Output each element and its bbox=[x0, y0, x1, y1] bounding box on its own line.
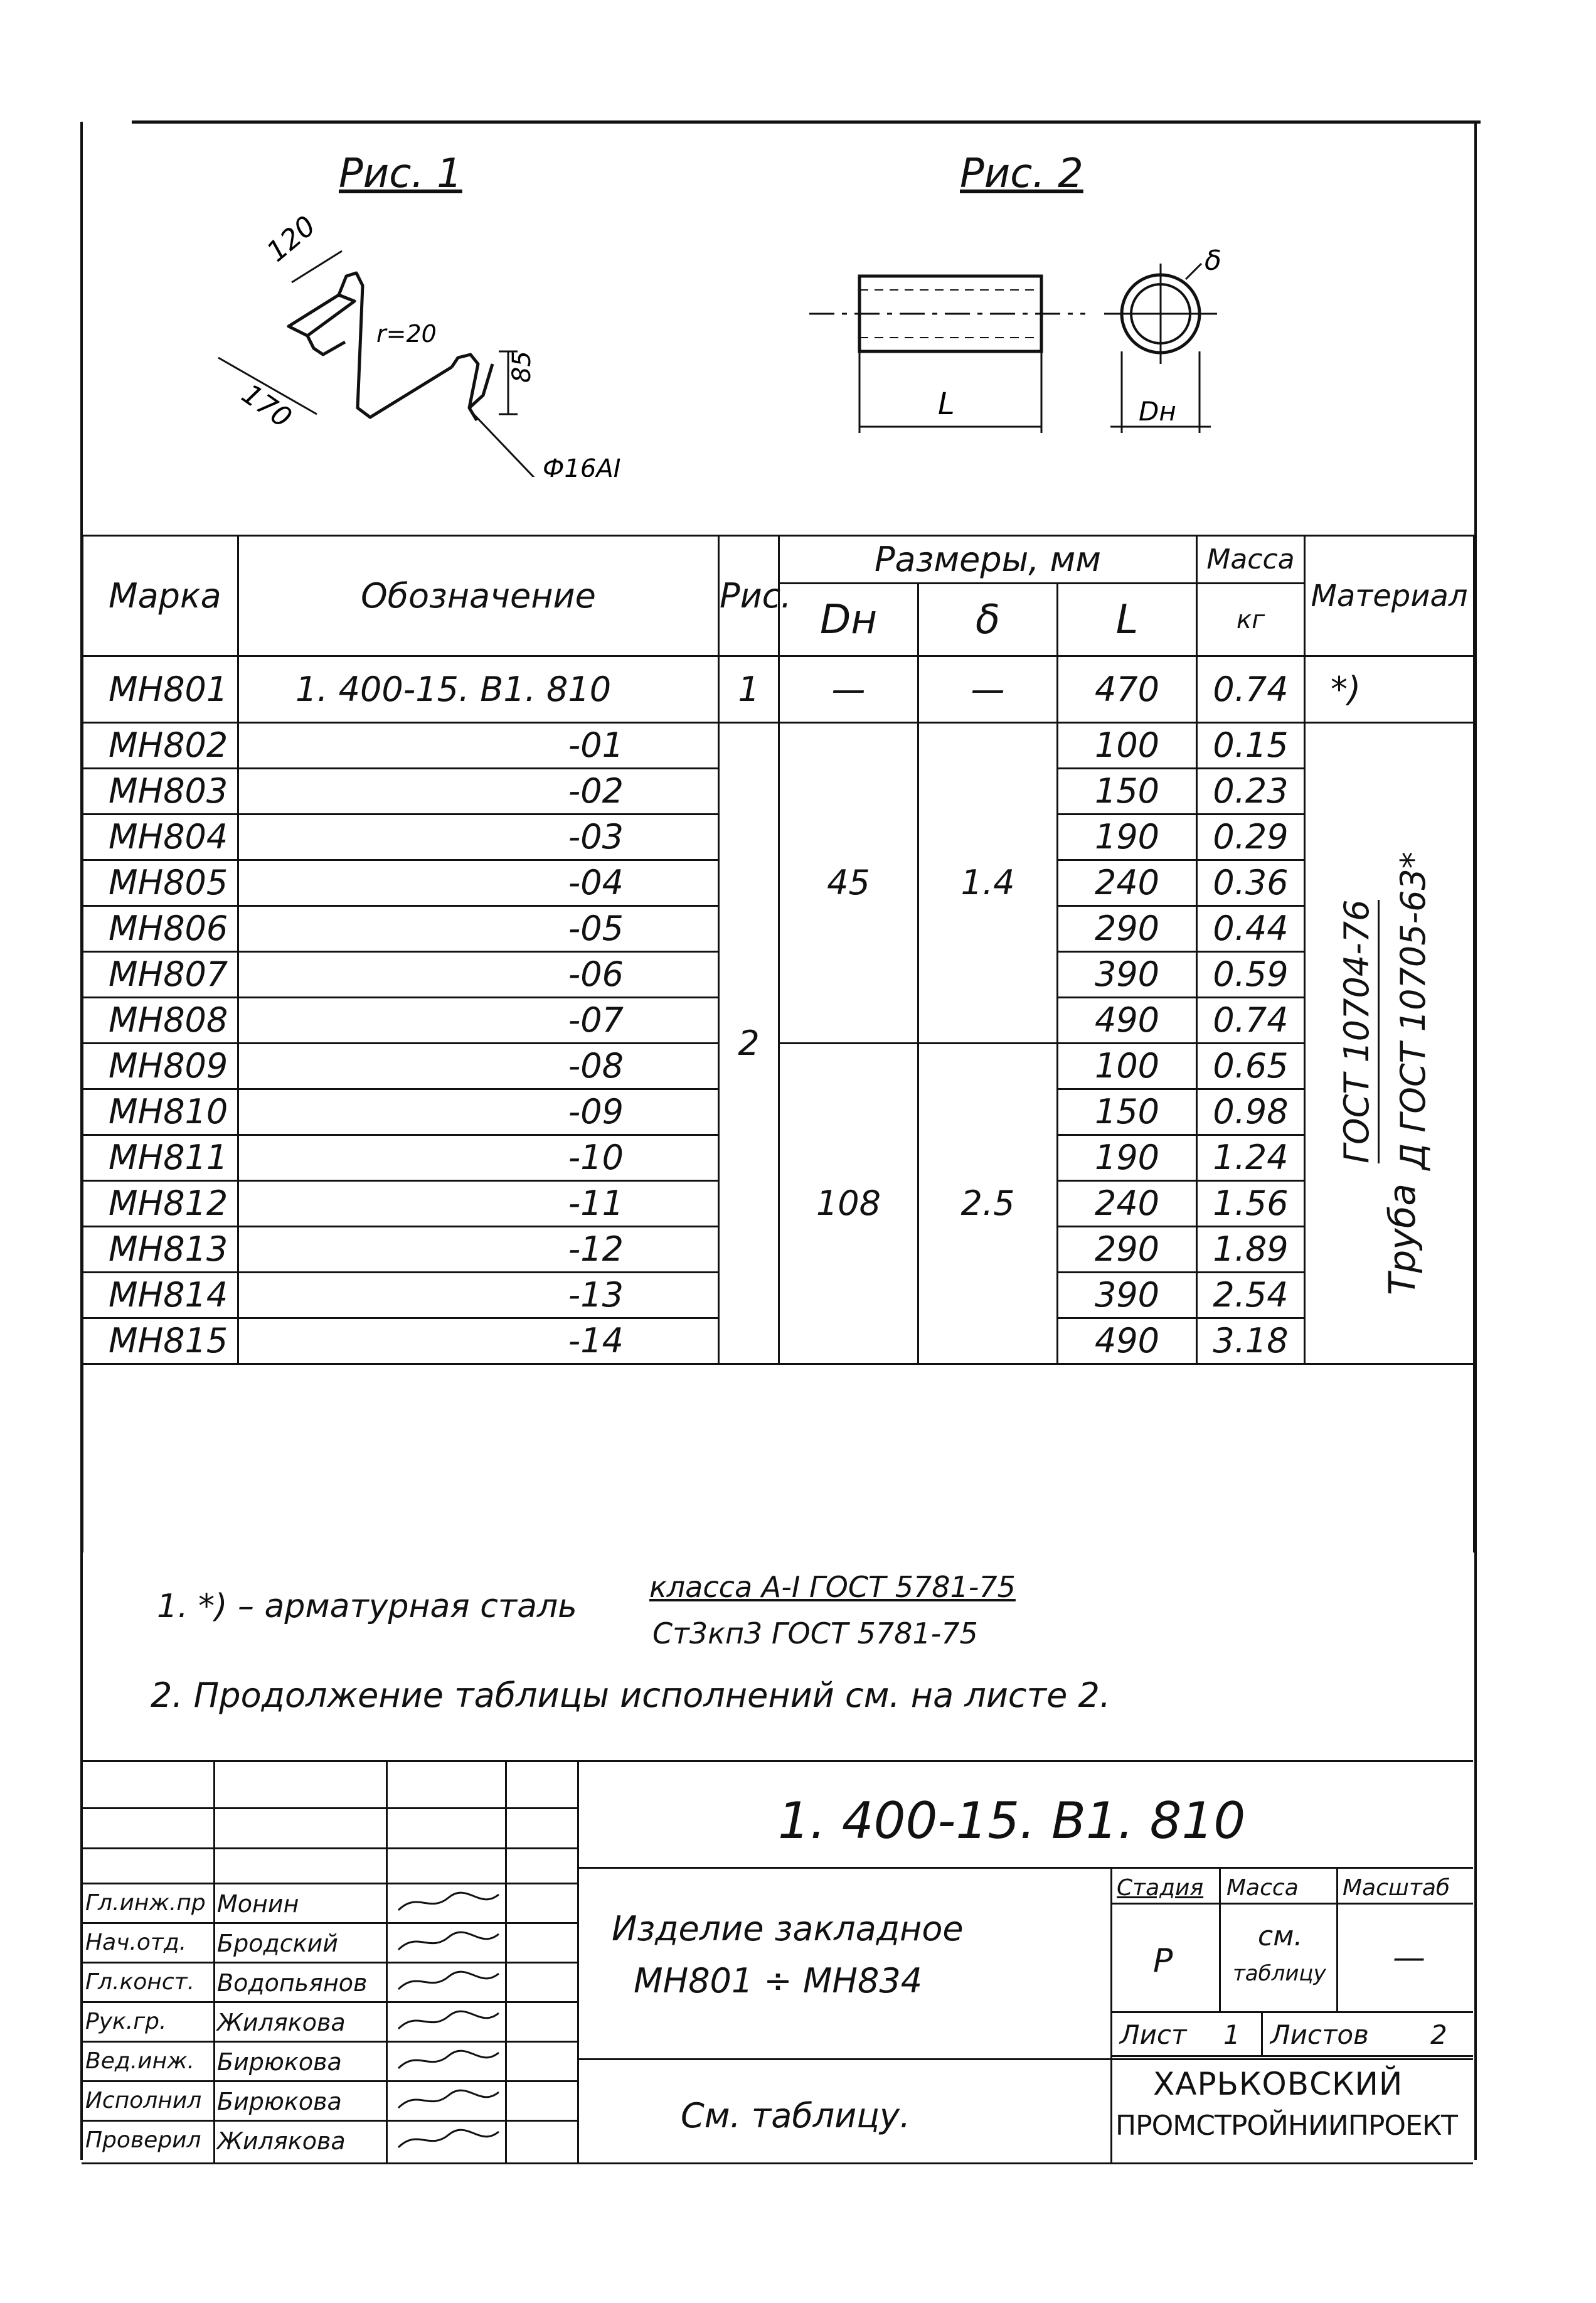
fig2-dim-delta: δ bbox=[1205, 245, 1221, 277]
fig2-title: Рис. 2 bbox=[960, 151, 1083, 197]
role-name: Бродский bbox=[217, 1930, 338, 1957]
fig1-title: Рис. 1 bbox=[339, 151, 462, 197]
cell-designation: -04 bbox=[238, 860, 719, 906]
tb-hline-product bbox=[577, 2058, 1473, 2060]
cell-mark: МН811 bbox=[83, 1135, 238, 1181]
spec-table bbox=[82, 535, 1475, 1552]
cell-material-row1: *) bbox=[1305, 656, 1474, 723]
fig1-dim-radius: r=20 bbox=[376, 320, 437, 348]
scale-label: Масштаб bbox=[1343, 1875, 1450, 1901]
material-top: ГОСТ 10704-76 bbox=[1340, 900, 1380, 1163]
cell-length: 240 bbox=[1058, 860, 1197, 906]
cell-length: 290 bbox=[1058, 1227, 1197, 1273]
cell-mark: МН814 bbox=[83, 1273, 238, 1318]
cell-mark: МН805 bbox=[83, 860, 238, 906]
tb-hline-2 bbox=[82, 1847, 577, 1849]
cell-mass: 1.89 bbox=[1197, 1227, 1305, 1273]
org-name-line1: ХАРЬКОВСКИЙ bbox=[1153, 2066, 1403, 2102]
cell-designation: -09 bbox=[238, 1089, 719, 1135]
role-row-line bbox=[82, 1922, 577, 1924]
role-row-line bbox=[82, 2080, 577, 2082]
cell-fig: 1 bbox=[719, 656, 779, 723]
tb-vline-sheets bbox=[1261, 2011, 1263, 2055]
sheet-value: 1 bbox=[1223, 2019, 1240, 2050]
header-mark: Марка bbox=[83, 536, 238, 656]
signature-mark bbox=[392, 1925, 505, 1959]
cell-mass: 0.65 bbox=[1197, 1044, 1305, 1089]
cell-length: 490 bbox=[1058, 1318, 1197, 1364]
table-row bbox=[83, 656, 1474, 723]
tb-hline-code bbox=[577, 1867, 1473, 1869]
cell-dn: — bbox=[779, 656, 918, 723]
cell-length: 150 bbox=[1058, 1089, 1197, 1135]
cell-designation: -10 bbox=[238, 1135, 719, 1181]
cell-mark: МН812 bbox=[83, 1181, 238, 1227]
title-block-top-line bbox=[82, 1760, 1473, 1762]
sheets-value: 2 bbox=[1430, 2019, 1447, 2050]
table-row bbox=[83, 723, 1474, 769]
role-title: Исполнил bbox=[85, 2088, 202, 2113]
header-mass: Масса bbox=[1197, 536, 1305, 584]
material-bottom: Д ГОСТ 10705-63* bbox=[1393, 852, 1434, 1170]
tb-vline-stage bbox=[1110, 1867, 1112, 2162]
cell-dn-group2: 108 bbox=[779, 1044, 918, 1364]
cell-length: 100 bbox=[1058, 1044, 1197, 1089]
cell-mass: 0.23 bbox=[1197, 769, 1305, 815]
role-title: Гл.инж.пр bbox=[85, 1890, 206, 1916]
note-1-prefix: 1. *) – арматурная сталь bbox=[157, 1588, 577, 1625]
cell-mass: 0.74 bbox=[1197, 656, 1305, 723]
cell-mark: МН808 bbox=[83, 998, 238, 1044]
cell-length: 390 bbox=[1058, 952, 1197, 998]
role-title: Гл.конст. bbox=[85, 1969, 195, 1995]
mass-value-line2: таблицу bbox=[1233, 1961, 1326, 1986]
role-row-line bbox=[82, 2120, 577, 2122]
cell-dn-group1: 45 bbox=[779, 723, 918, 1044]
cell-delta-group1: 1.4 bbox=[918, 723, 1058, 1044]
notes-row bbox=[83, 1364, 1474, 1552]
cell-mass: 3.18 bbox=[1197, 1318, 1305, 1364]
tb-vline-scale bbox=[1336, 1867, 1338, 2011]
product-name: Изделие закладное bbox=[612, 1909, 964, 1948]
role-name: Жилякова bbox=[217, 2009, 346, 2036]
cell-mass: 0.59 bbox=[1197, 952, 1305, 998]
stage-value: Р bbox=[1153, 1942, 1173, 1980]
role-name: Бирюкова bbox=[217, 2088, 342, 2115]
signature-mark bbox=[392, 1964, 505, 1999]
cell-designation: -01 bbox=[238, 723, 719, 769]
role-title: Рук.гр. bbox=[85, 2009, 167, 2034]
cell-length: 290 bbox=[1058, 906, 1197, 952]
cell-designation: -06 bbox=[238, 952, 719, 998]
tb-hline-1 bbox=[82, 1807, 577, 1809]
mass-value-line1: см. bbox=[1258, 1920, 1303, 1952]
fig2-dim-dn: Dн bbox=[1139, 396, 1176, 427]
note-1-top: класса А-I ГОСТ 5781-75 bbox=[649, 1570, 1016, 1604]
signature-mark bbox=[392, 2083, 505, 2117]
role-title: Нач.отд. bbox=[85, 1930, 187, 1955]
tb-hline-org bbox=[1110, 2055, 1473, 2057]
cell-mass: 0.15 bbox=[1197, 723, 1305, 769]
header-dn: Dн bbox=[779, 584, 918, 656]
role-row-line bbox=[82, 2001, 577, 2003]
fig1-dim-120: 120 bbox=[260, 210, 322, 269]
cell-fig-group: 2 bbox=[719, 723, 779, 1364]
fig1-dim-85: 85 bbox=[508, 351, 536, 383]
header-sizes: Размеры, мм bbox=[779, 536, 1197, 584]
material-prefix: Труба bbox=[1381, 1184, 1424, 1295]
cell-designation: -11 bbox=[238, 1181, 719, 1227]
cell-mark: МН804 bbox=[83, 815, 238, 860]
role-title: Вед.инж. bbox=[85, 2048, 194, 2074]
cell-designation: -03 bbox=[238, 815, 719, 860]
cell-designation: -02 bbox=[238, 769, 719, 815]
notes-cell bbox=[83, 1364, 1474, 1552]
cell-mark: МН810 bbox=[83, 1089, 238, 1135]
cell-length: 490 bbox=[1058, 998, 1197, 1044]
header-l: L bbox=[1058, 584, 1197, 656]
tb-hline-stage-hdr bbox=[1110, 1903, 1473, 1905]
cell-mass: 0.29 bbox=[1197, 815, 1305, 860]
tb-vline-4 bbox=[577, 1760, 579, 2162]
role-name: Монин bbox=[217, 1890, 299, 1918]
product-range: МН801 ÷ МН834 bbox=[634, 1961, 923, 2001]
cell-material-pipe bbox=[1305, 723, 1474, 1364]
signature-mark bbox=[392, 1885, 505, 1920]
cell-length: 390 bbox=[1058, 1273, 1197, 1318]
cell-designation: 1. 400-15. В1. 810 bbox=[238, 656, 719, 723]
role-row-line bbox=[82, 1962, 577, 1964]
cell-mark: МН815 bbox=[83, 1318, 238, 1364]
cell-delta: — bbox=[918, 656, 1058, 723]
role-row-line bbox=[82, 2041, 577, 2043]
role-title: Проверил bbox=[85, 2127, 201, 2153]
fig2-drawing bbox=[809, 245, 1248, 452]
header-mass-unit: кг bbox=[1197, 584, 1305, 656]
header-designation: Обозначение bbox=[238, 536, 719, 656]
cell-designation: -13 bbox=[238, 1273, 719, 1318]
cell-mass: 0.74 bbox=[1197, 998, 1305, 1044]
cell-mark: МН806 bbox=[83, 906, 238, 952]
title-block-code: 1. 400-15. В1. 810 bbox=[778, 1792, 1246, 1850]
see-table-note: См. таблицу. bbox=[681, 2096, 911, 2135]
cell-designation: -08 bbox=[238, 1044, 719, 1089]
cell-mass: 2.54 bbox=[1197, 1273, 1305, 1318]
fig1-rebar-label: Ф16АI bbox=[543, 454, 621, 477]
cell-length: 470 bbox=[1058, 656, 1197, 723]
cell-designation: -14 bbox=[238, 1318, 719, 1364]
cell-mass: 0.98 bbox=[1197, 1089, 1305, 1135]
cell-mark: МН801 bbox=[83, 656, 238, 723]
cell-designation: -12 bbox=[238, 1227, 719, 1273]
role-name: Бирюкова bbox=[217, 2048, 342, 2076]
cell-designation: -05 bbox=[238, 906, 719, 952]
fig2-dim-l: L bbox=[938, 387, 955, 422]
signature-mark bbox=[392, 2004, 505, 2038]
cell-mark: МН813 bbox=[83, 1227, 238, 1273]
title-block-bottom-line bbox=[82, 2162, 1473, 2164]
cell-mark: МН807 bbox=[83, 952, 238, 998]
cell-length: 190 bbox=[1058, 1135, 1197, 1181]
stage-label: Стадия bbox=[1117, 1875, 1204, 1901]
tb-hline-sheet bbox=[1110, 2011, 1473, 2013]
signature-mark bbox=[392, 2122, 505, 2157]
cell-mark: МН803 bbox=[83, 769, 238, 815]
tb-vline-mass bbox=[1219, 1867, 1221, 2011]
header-material: Материал bbox=[1305, 536, 1474, 656]
cell-mass: 1.24 bbox=[1197, 1135, 1305, 1181]
cell-length: 190 bbox=[1058, 815, 1197, 860]
note-2: 2. Продолжение таблицы исполнений см. на листе 2. bbox=[151, 1675, 1110, 1715]
cell-mass: 1.56 bbox=[1197, 1181, 1305, 1227]
cell-mass: 0.36 bbox=[1197, 860, 1305, 906]
cell-designation: -07 bbox=[238, 998, 719, 1044]
cell-length: 240 bbox=[1058, 1181, 1197, 1227]
header-delta: δ bbox=[918, 584, 1058, 656]
cell-mass: 0.44 bbox=[1197, 906, 1305, 952]
scale-value: — bbox=[1393, 1939, 1425, 1977]
role-name: Водопьянов bbox=[217, 1969, 368, 1997]
cell-delta-group2: 2.5 bbox=[918, 1044, 1058, 1364]
header-fig: Рис. bbox=[719, 536, 779, 656]
fig1-drawing bbox=[188, 207, 640, 477]
cell-length: 150 bbox=[1058, 769, 1197, 815]
mass-label: Масса bbox=[1226, 1875, 1299, 1901]
sheet-label: Лист bbox=[1120, 2019, 1187, 2050]
cell-mark: МН809 bbox=[83, 1044, 238, 1089]
tb-hline-3 bbox=[82, 1883, 577, 1884]
role-name: Жилякова bbox=[217, 2127, 346, 2155]
signature-mark bbox=[392, 2043, 505, 2078]
cell-length: 100 bbox=[1058, 723, 1197, 769]
org-name-line2: ПРОМСТРОЙНИИПРОЕКТ bbox=[1115, 2110, 1457, 2142]
sheets-label: Листов bbox=[1270, 2019, 1369, 2050]
cell-mark: МН802 bbox=[83, 723, 238, 769]
fig1-dim-170: 170 bbox=[235, 378, 297, 435]
note-1-bottom: Ст3кп3 ГОСТ 5781-75 bbox=[652, 1616, 978, 1650]
